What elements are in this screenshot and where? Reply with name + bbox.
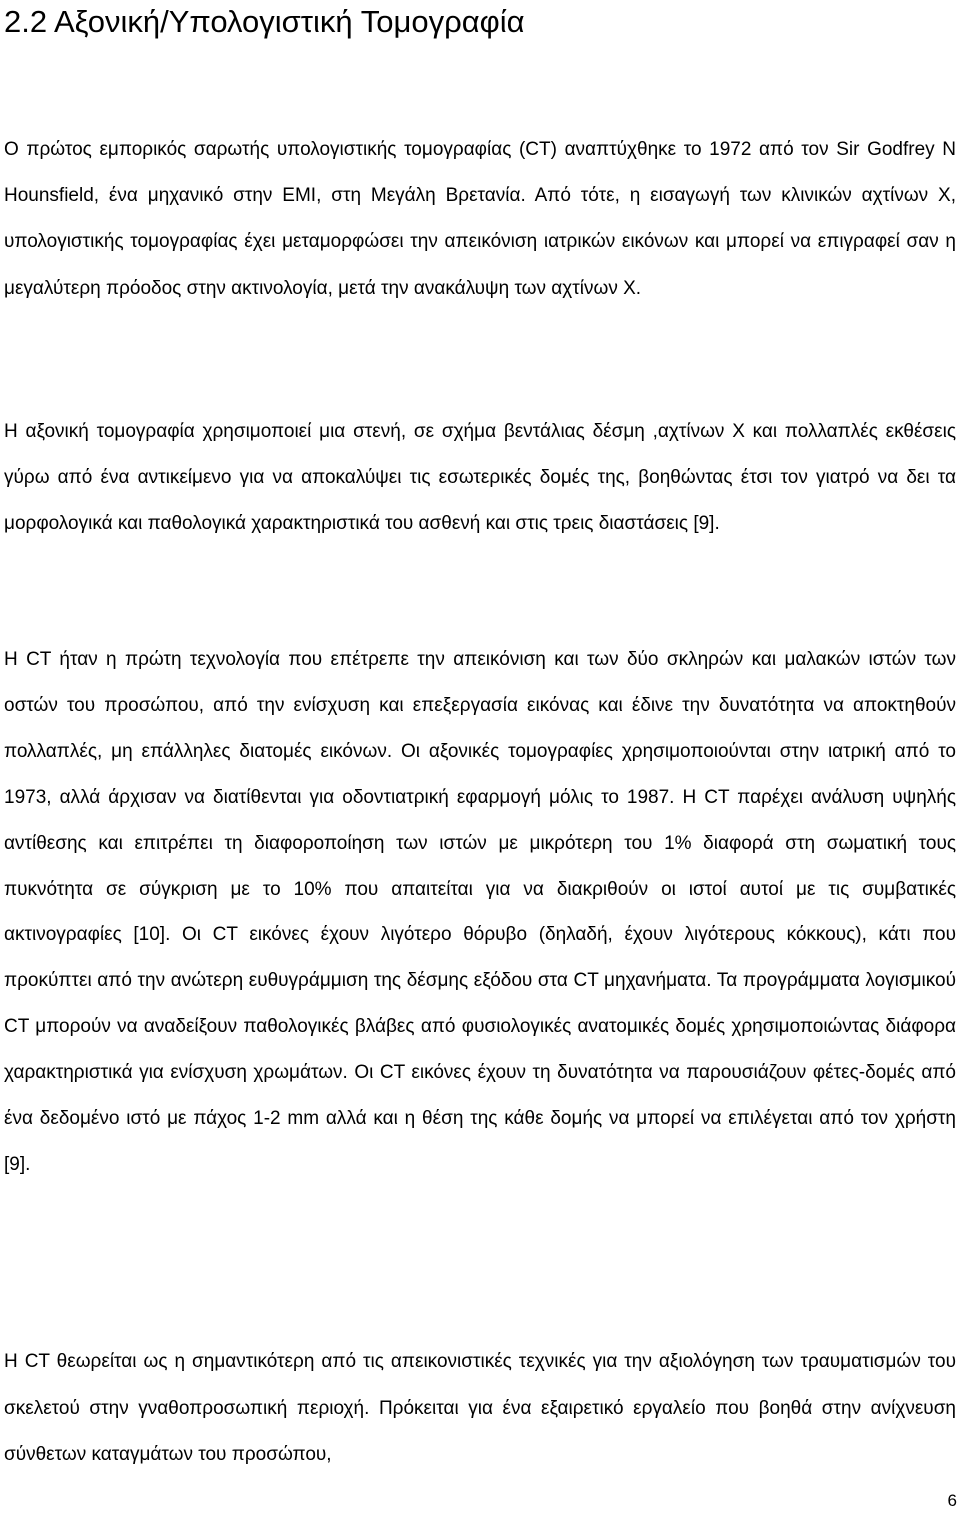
paragraph-ct-principle: Η αξονική τομογραφία χρησιμοποιεί μια στενή, σε σχήμα βεντάλιας δέσμη ,αχτίνων Χ και πολλαπλές εκθέσεις γύρω από ένα αντικείμενο για να αποκαλύψει τις εσωτερικές δομές της, βοηθώντας έτσι τον γιατρό να δει τα μορφολογικά και παθολογικά χαρακτηριστικά του ασθενή και στις τρεις διαστάσεις [9]. [4,421,956,534]
page-number: 6 [947,1491,957,1510]
paragraph-ct-dental-use: Η CT ήταν η πρώτη τεχνολογία που επέτρεπε την απεικόνιση και των δύο σκληρών και μαλακών ιστών των οστών του προσώπου, από την ενίσχυση και επεξεργασία εικόνας και έδινε την δυνατότητα να αποκτηθούν πολλαπλές, μη επάλληλες διατομές εικόνων. Οι αξονικές τομογραφίες χρησιμοποιούνται στην ιατρική από το 1973, αλλά άρχισαν να διατίθενται για οδοντιατρική εφαρμογή μόλις το 1987. Η CT παρέχει ανάλυση υψηλής αντίθεσης και επιτρέπει τη διαφοροποίηση των ιστών με μικρότερη του 1% διαφορά στη σωματική τους πυκνότητα σε σύγκριση με το 10% που απαιτείται για να διακριθούν οι ιστοί αυτοί με τις συμβατικές ακτινογραφίες [10]. Οι CT εικόνες έχουν λιγότερο θόρυβο (δηλαδή, έχουν λιγότερους κόκκους), κάτι που προκύπτει από την ανώτερη ευθυγράμμιση της δέσμης εξόδου στα CT μηχανήματα. Τα προγράμματα λογισμικού CT μπορούν να αναδείξουν παθολογικές βλάβες από φυσιολογικές ανατομικές δομές χρησιμοποιώντας διάφορα χαρακτηριστικά για ενίσχυση χρωμάτων. Οι CT εικόνες έχουν τη δυνατότητα να παρουσιάζουν φέτες-δομές από ένα δεδομένο ιστό με πάχος 1-2 mm αλλά και η θέση της κάθε δομής να μπορεί να επιλέγεται από τον χρήστη [9]. [4,649,956,1175]
paragraph-ct-history: Ο πρώτος εμπορικός σαρωτής υπολογιστικής τομογραφίας (CT) αναπτύχθηκε το 1972 από τον Sir Godfrey N Hounsfield, ένα μηχανικό στην EMI, στη Μεγάλη Βρετανία. Από τότε, η εισαγωγή των κλινικών αχτίνων X, υπολογιστικής τομογραφίας έχει μεταμορφώσει την απεικόνιση ιατρικών εικόνων και μπορεί να επιγραφεί σαν η μεγαλύτερη πρόοδος στην ακτινολογία, μετά την ανακάλυψη των αχτίνων X. [4,139,956,299]
paragraph-ct-trauma: Η CT θεωρείται ως η σημαντικότερη από τις απεικονιστικές τεχνικές για την αξιολόγηση των τραυματισμών του σκελετού στην γναθοπροσωπική περιοχή. Πρόκειται για ένα εξαιρετικό εργαλείο που βοηθά στην ανίχνευση σύνθετων καταγμάτων του προσώπου, [4,1351,956,1465]
section-heading: 2.2 Αξονική/Υπολογιστική Τομογραφία [4,4,525,39]
